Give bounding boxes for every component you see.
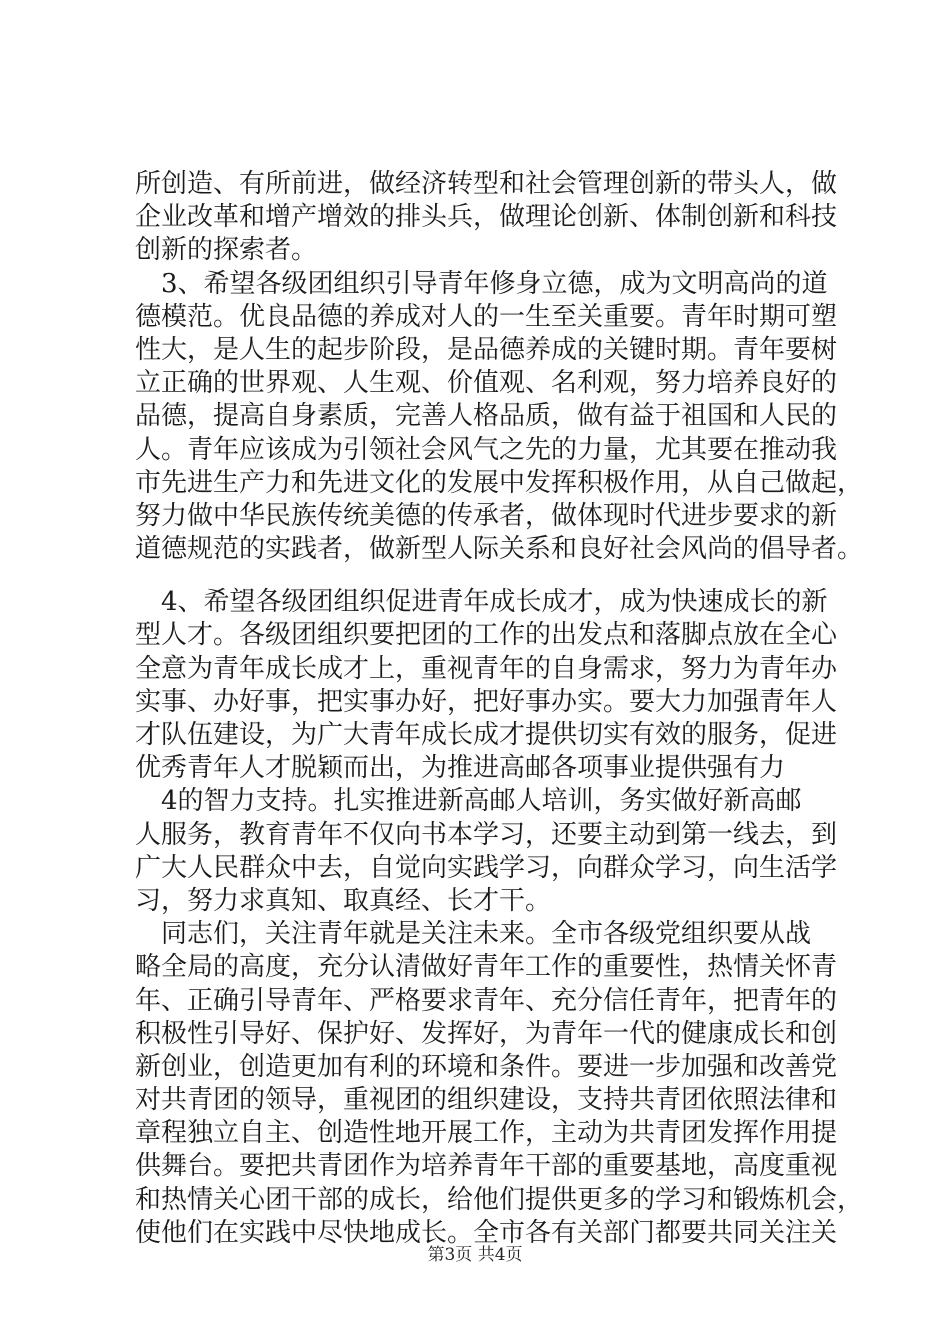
text-line: 型人才。各级团组织要把团的工作的出发点和落脚点放在全心 [135,620,838,651]
text-line: 习，努力求真知、取真经、长才干。 [135,885,552,916]
text-line: 德模范。优良品德的养成对人的一生至关重要。青年时期可塑 [135,301,838,332]
text-line: 人服务，教育青年不仅向书本学习，还要主动到第一线去，到 [135,819,838,850]
text-line: 所创造、有所前进，做经济转型和社会管理创新的带头人，做 [135,169,838,199]
text-line: 全意为青年成长成才上，重视青年的自身需求，努力为青年办 [135,653,838,684]
text-line: 人。青年应该成为引领社会风气之先的力量，尤其要在推动我 [135,434,838,465]
text-line: 和热情关心团干部的成长，给他们提供更多的学习和锻炼机会， [135,1184,864,1215]
text-line: 供舞台。要把共青团作为培养青年干部的重要基地，高度重视 [135,1151,838,1182]
text-line: 4的智力支持。扎实推进新高邮人培训，务实做好新高邮 [135,786,802,817]
text-line: 广大人民群众中去，自觉向实践学习，向群众学习，向生活学 [135,852,838,883]
text-line: 努力做中华民族传统美德的传承者，做体现时代进步要求的新 [135,500,838,531]
text-line: 年、正确引导青年、严格要求青年、充分信任青年，把青年的 [135,985,838,1016]
text-line: 新创业，创造更加有利的环境和条件。要进一步加强和改善党 [135,1051,838,1082]
text-line: 略全局的高度，充分认清做好青年工作的重要性，热情关怀青 [135,952,838,983]
page-number-footer: 第3页 共4页 [427,1245,523,1265]
text-line: 4、希望各级团组织促进青年成长成才，成为快速成长的新 [135,587,828,618]
text-line: 章程独立自主、创造性地开展工作，主动为共青团发挥作用提 [135,1118,838,1149]
text-line: 同志们，关注青年就是关注未来。全市各级党组织要从战 [135,919,812,950]
text-line: 优秀青年人才脱颖而出，为推进高邮各项事业提供强有力 [135,753,786,784]
body-text [135,168,864,1250]
text-line: 企业改革和增产增效的排头兵，做理论创新、体制创新和科技 [135,202,838,233]
text-line: 实事、办好事，把实事办好，把好事办实。要大力加强青年人 [135,686,838,717]
text-line: 积极性引导好、保护好、发挥好，为青年一代的健康成长和创 [135,1018,838,1049]
paragraph-gap [135,566,855,586]
text-line: 品德，提高自身素质，完善人格品质，做有益于祖国和人民的 [135,401,838,432]
text-line: 道德规范的实践者，做新型人际关系和良好社会风尚的倡导者。 [135,534,864,565]
text-line: 性大，是人生的起步阶段，是品德养成的关键时期。青年要树 [135,334,838,365]
text-line: 使他们在实践中尽快地成长。全市各有关部门都要共同关注关 [135,1217,838,1248]
text-line: 创新的探索者。 [135,235,318,266]
text-line: 3、希望各级团组织引导青年修身立德，成为文明高尚的道 [135,268,828,299]
text-line: 立正确的世界观、人生观、价值观、名利观，努力培养良好的 [135,368,838,399]
text-line: 对共青团的领导，重视团的组织建设，支持共青团依照法律和 [135,1085,838,1116]
text-line: 才队伍建设，为广大青年成长成才提供切实有效的服务，促进 [135,720,838,750]
text-line: 市先进生产力和先进文化的发展中发挥积极作用，从自己做起， [135,467,864,498]
